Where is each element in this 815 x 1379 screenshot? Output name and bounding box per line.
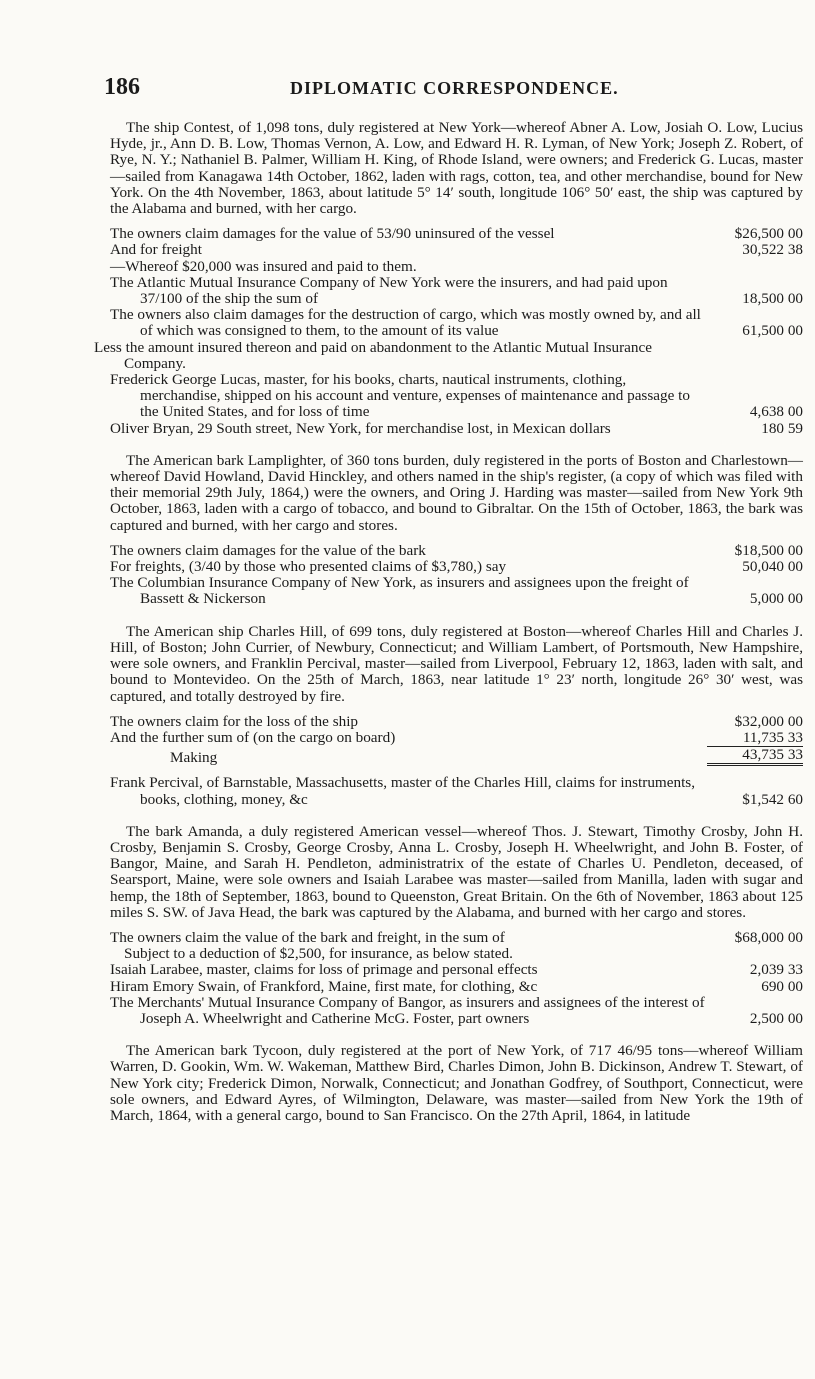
claim-row: The owners claim damages for the value of the bark $18,500 00 bbox=[110, 541, 803, 559]
lamplighter-claims bbox=[110, 543, 803, 608]
claim-row: Less the amount insured thereon and paid on abandonment to the Atlantic Mutual Insurance Company. bbox=[94, 338, 652, 372]
tycoon-narrative: The American bark Tycoon, duly registered at the port of New York, of 717 46/95 tons—whereof William Warren, D. Gookin, Wm. W. Wakeman, Matthew Bird, Charles Dimon, John B. Dickinson, Andrew T. Stewart, of New York city; Frederick Dimon, Norwalk, Connecticut; and Jonathan Godfrey, of Southport, Connecticut, were sole owners, and Edward Ayres, of Wilmington, Delaware, was master—sailed from New York the 19th of March, 1864, with a general cargo, bound to San Francisco. On the 27th April, 1864, in latitude bbox=[110, 1042, 803, 1124]
claim-row: The Atlantic Mutual Insurance Company of New York were the insurers, and had paid upon 37/100 of the ship the sum of 18,500 00 bbox=[110, 273, 803, 308]
amanda-claims bbox=[110, 930, 803, 1027]
claim-row: The owners claim the value of the bark and freight, in the sum of $68,000 00 bbox=[110, 928, 803, 946]
claim-row: And the further sum of (on the cargo on board) 11,735 33 bbox=[110, 728, 803, 746]
amanda-narrative: The bark Amanda, a duly registered American vessel—whereof Thos. J. Stewart, Timothy Crosby, John H. Crosby, Benjamin S. Crosby, George Crosby, Anna L. Crosby, Joseph H. Wheelwright, and John B. Foster, of Bangor, Maine, and Sarah H. Pendleton, administratrix of the estate of Charles U. Pendleton, deceased, of Searsport, Maine, were sole owners and Isaiah Larabee was master—sailed from Manilla, laden with sugar and hemp, the 18th of September, 1863, bound to Queenston, Great Britain. On the 6th of November, 1863 about 125 miles S. SW. of Java Head, the bark was captured by the Alabama, and burned with her cargo and stores. bbox=[110, 822, 803, 921]
charles-hill-claims bbox=[110, 714, 803, 808]
claim-row: Subject to a deduction of $2,500, for insurance, as below stated. bbox=[124, 945, 513, 963]
claim-row: The Columbian Insurance Company of New York, as insurers and assignees upon the freight of Bassett & Nickerson 5,000 00 bbox=[110, 574, 803, 608]
claim-row: The owners also claim damages for the destruction of cargo, which was mostly owned by, and all of which was consigned to them, to the amount of its value 61,500 00 bbox=[110, 306, 803, 340]
claim-row: Oliver Bryan, 29 South street, New York, for merchandise lost, in Mexican dollars 180 59 bbox=[110, 419, 803, 437]
contest-claims bbox=[94, 225, 803, 437]
claim-row: Frederick George Lucas, master, for his books, charts, nautical instruments, clothing, merchandise, shipped on his account and venture, expenses of maintenance and passage to the United States, and for loss of time 4,638 00 bbox=[110, 371, 803, 421]
contest-narrative: The ship Contest, of 1,098 tons, duly registered at New York—whereof Abner A. Low, Josiah O. Low, Lucius Hyde, jr., Ann D. B. Low, Thomas Vernon, A. Low, and Edward H. R. Lyman, of New York; Joseph Z. Robert, of Rye, N. Y.; Nathaniel B. Palmer, William H. King, of Rhode Island, were owners; and Frederick G. Lucas, master—sailed from Kanagawa 14th October, 1862, laden with rags, cotton, tea, and other merchandise, bound for New York. On the 4th November, 1863, about latitude 5° 14′ south, longitude 106° 50′ east, the ship was captured by the Alabama and burned, with her cargo. bbox=[110, 119, 803, 218]
claim-row: For freights, (3/40 by those who presented claims of $3,780,) say 50,040 00 bbox=[110, 558, 803, 576]
claim-row: And for freight 30,522 38 bbox=[110, 241, 803, 259]
claim-row: Hiram Emory Swain, of Frankford, Maine, first mate, for clothing, &c 690 00 bbox=[110, 977, 803, 995]
page-number: 186 bbox=[104, 74, 140, 100]
claim-row: Frank Percival, of Barnstable, Massachusetts, master of the Charles Hill, claims for instruments, books, clothing, money, &c $1,542 60 bbox=[110, 774, 803, 808]
page-header bbox=[104, 74, 785, 104]
claim-row: The owners claim damages for the value of 53/90 uninsured of the vessel $26,500 00 bbox=[110, 225, 803, 243]
claim-row: The owners claim for the loss of the ship $32,000 00 bbox=[110, 712, 803, 730]
total-row: Making 43,735 33 bbox=[170, 746, 803, 767]
claim-row: —Whereof $20,000 was insured and paid to them. bbox=[110, 257, 417, 275]
charles-hill-narrative: The American ship Charles Hill, of 699 tons, duly registered at Boston—whereof Charles Hill and Charles J. Hill, of Boston; John Currier, of Newbury, Connecticut; and William Lambert, of Portsmouth, New Hampshire, were sole owners, and Franklin Percival, master—sailed from Liverpool, February 12, 1863, laden with salt, and bound to Montevideo. On the 25th of March, 1863, near latitude 1° 23′ north, longitude 26° 30′ west, was captured, and totally destroyed by fire. bbox=[110, 622, 803, 705]
lamplighter-narrative: The American bark Lamplighter, of 360 tons burden, duly registered in the ports of Boston and Charlestown—whereof David Howland, David Hinckley, and others named in the ship's register, (a copy of which was filed with their memorial 29th July, 1864,) were the owners, and Oring J. Harding was master—sailed from New York 9th October, 1863, laden with a cargo of tobacco, and bound to Gibraltar. On the 15th of October, 1863, the bark was captured and burned, with her cargo and stores. bbox=[110, 451, 803, 534]
claim-row: The Merchants' Mutual Insurance Company of Bangor, as insurers and assignees of the interest of Joseph A. Wheelwright and Catherine McG. Foster, part owners 2,500 00 bbox=[110, 993, 803, 1027]
claim-row: Isaiah Larabee, master, claims for loss of primage and personal effects 2,039 33 bbox=[110, 961, 803, 979]
page-body bbox=[94, 119, 803, 1124]
running-title: DIPLOMATIC CORRESPONDENCE. bbox=[290, 78, 619, 98]
